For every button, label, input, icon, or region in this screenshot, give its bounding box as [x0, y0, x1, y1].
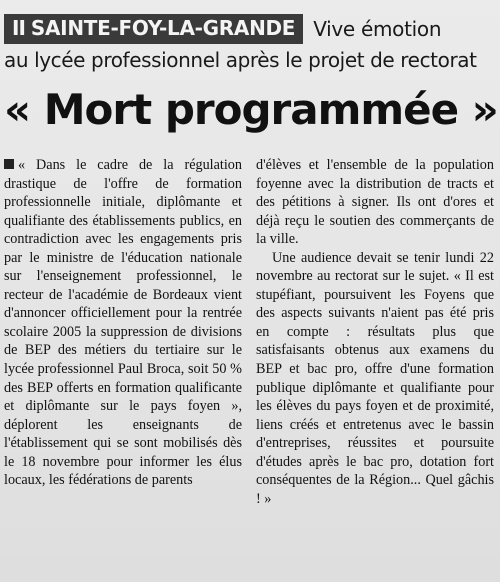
kicker-lead: Vive émotion	[313, 17, 442, 41]
column-2	[256, 156, 494, 582]
location-tag	[4, 14, 303, 44]
tag-bars: II	[12, 16, 25, 40]
kicker-row	[4, 14, 496, 44]
paragraph-bullet	[4, 159, 14, 169]
col1-paragraph-1: « Dans le cadre de la régulation drastique de l'offre de formation professionnelle initiale, diplômante et qualifiante des établissements publics, en contradiction avec les engagements pris par le ministre de l'éducation nationale sur l'enseignement professionnel, le recteur de l'académie de Bordeaux vient d'annoncer officiellement pour la rentrée scolaire 2005 la suppression de divisions de BEP des métiers du tertiaire sur le lycée professionnel Paul Broca, soit 50 % des BEP offerts en formation qualificante et diplômante sur le pays foyen », déplorent les enseignants de l'établissement qui se sont mobilisés dès le 18 novembre pour informer les élus locaux, les fédérations de parents	[4, 157, 242, 489]
headline: « Mort programmée »	[4, 85, 498, 134]
location-name: SAINTE-FOY-LA-GRANDE	[30, 16, 296, 40]
article-body	[4, 156, 494, 582]
column-1	[4, 156, 242, 582]
col2-paragraph-2: Une audience devait se tenir lundi 22 novembre au rectorat sur le sujet. « Il est stupéfiant, poursuivent les Foyens que des aspects suivants n'aient pas été pris en compte : résultats plus que satisfaisants obtenus aux examens du BEP et bac pro, offre d'une formation publique diplômante et qualifiante pour les élèves du pays foyen et de proximité, liens créés et entretenus avec le bassin d'entreprises, réussites et poursuite d'études après le bac pro, dotation fort conséquentes de la Région... Quel gâchis ! »	[256, 249, 494, 507]
subheadline: au lycée professionnel après le projet de rectorat	[4, 48, 477, 72]
col2-paragraph-1: d'élèves et l'ensemble de la population foyenne avec la distribution de tracts et des pétitions à signer. Ils ont d'ores et déjà reçu le soutien des commerçants de la ville.	[256, 157, 494, 248]
